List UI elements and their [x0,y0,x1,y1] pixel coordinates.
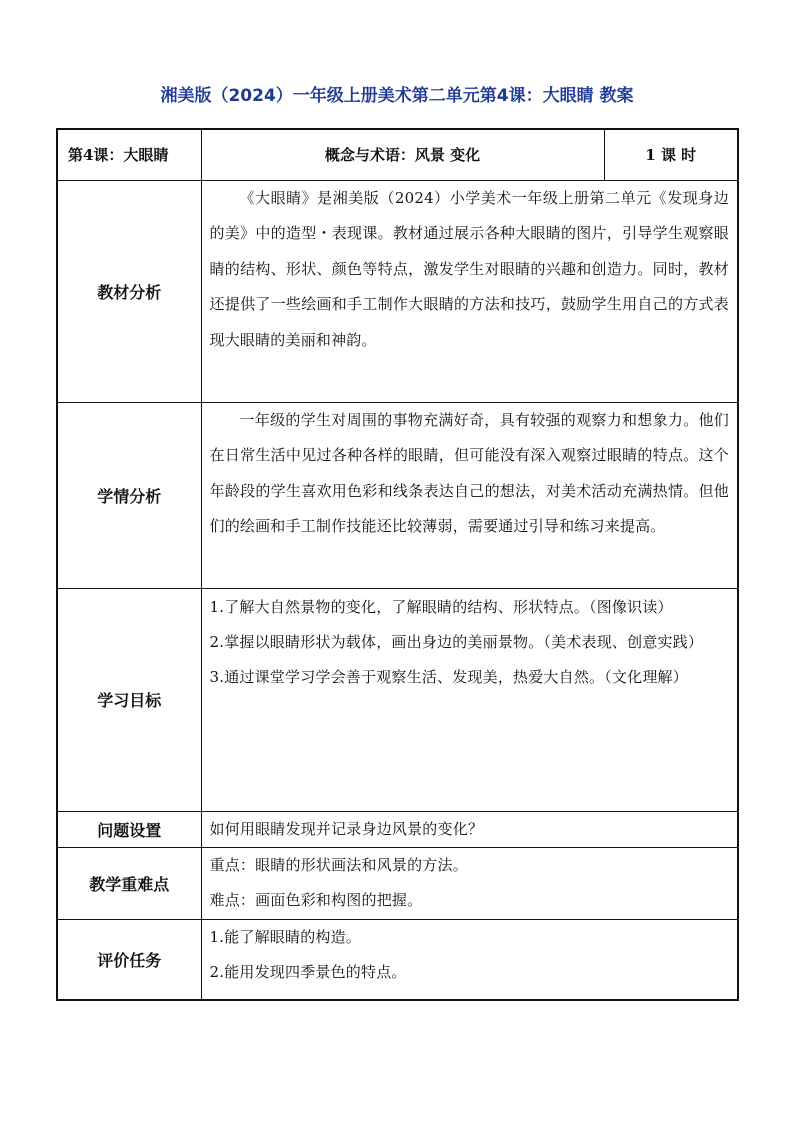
row-content [201,180,738,402]
row-label: 问题设置 [57,811,201,847]
concept-cell: 概念与术语：风景 变化 [201,129,604,180]
row-question [57,811,738,847]
key-points-list [202,848,738,919]
goal-item: 3.通过课堂学习学会善于观察生活、发现美，热爱大自然。（文化理解） [209,667,688,686]
evaluation-list [202,920,738,991]
document-title: 湘美版（2024）一年级上册美术第二单元第4课：大眼睛 教案 [160,86,634,106]
row-textbook-analysis [57,180,738,402]
row-label: 评价任务 [57,919,201,1000]
row-label: 教材分析 [57,180,201,402]
row-content [201,919,738,1000]
evaluation-item: 1.能了解眼睛的构造。 [209,927,362,946]
key-point-item: 难点：画面色彩和构图的把握。 [209,891,423,909]
hours-cell: 1 课 时 [604,129,738,180]
row-content [201,847,738,919]
key-point-item: 重点：眼睛的形状画法和风景的方法。 [209,855,468,874]
evaluation-item: 2.能用发现四季景色的特点。 [209,963,407,981]
row-label: 教学重难点 [57,847,201,919]
goal-item: 2.掌握以眼睛形状为载体，画出身边的美丽景物。（美术表现、创意实践） [209,632,704,651]
textbook-analysis-text: 《大眼睛》是湘美版（2024）小学美术一年级上册第二单元《发现身边的美》中的造型・表现课。教材通过展示各种大眼睛的图片，引导学生观察眼睛的结构、形状、颜色等特点，激发学生对眼睛的兴趣和创造力。同时，教材还提供了一些绘画和手工制作大眼睛的方法和技巧，鼓励学生用自己的方式表现大眼睛的美丽和神韵。 [209,188,729,349]
row-label: 学情分析 [57,402,201,588]
question-text: 如何用眼睛发现并记录身边风景的变化？ [209,820,484,838]
row-student-analysis [57,402,738,588]
row-evaluation [57,919,738,1000]
header-row [57,129,738,180]
lesson-plan-table [56,128,739,1001]
row-label: 学习目标 [57,588,201,811]
row-content [201,811,738,847]
row-learning-goals [57,588,738,811]
learning-goals-list [202,589,738,692]
row-content [201,402,738,588]
goal-item: 1.了解大自然景物的变化，了解眼睛的结构、形状特点。（图像识读） [209,597,673,616]
student-analysis-text: 一年级的学生对周围的事物充满好奇，具有较强的观察力和想象力。他们在日常生活中见过各种各样的眼睛，但可能没有深入观察过眼睛的特点。这个年龄段的学生喜欢用色彩和线条表达自己的想法，对美术活动充满热情。但他们的绘画和手工制作技能还比较薄弱，需要通过引导和练习来提高。 [209,410,729,535]
row-content [201,588,738,811]
row-key-points [57,847,738,919]
lesson-cell: 第4课：大眼睛 [57,129,201,180]
